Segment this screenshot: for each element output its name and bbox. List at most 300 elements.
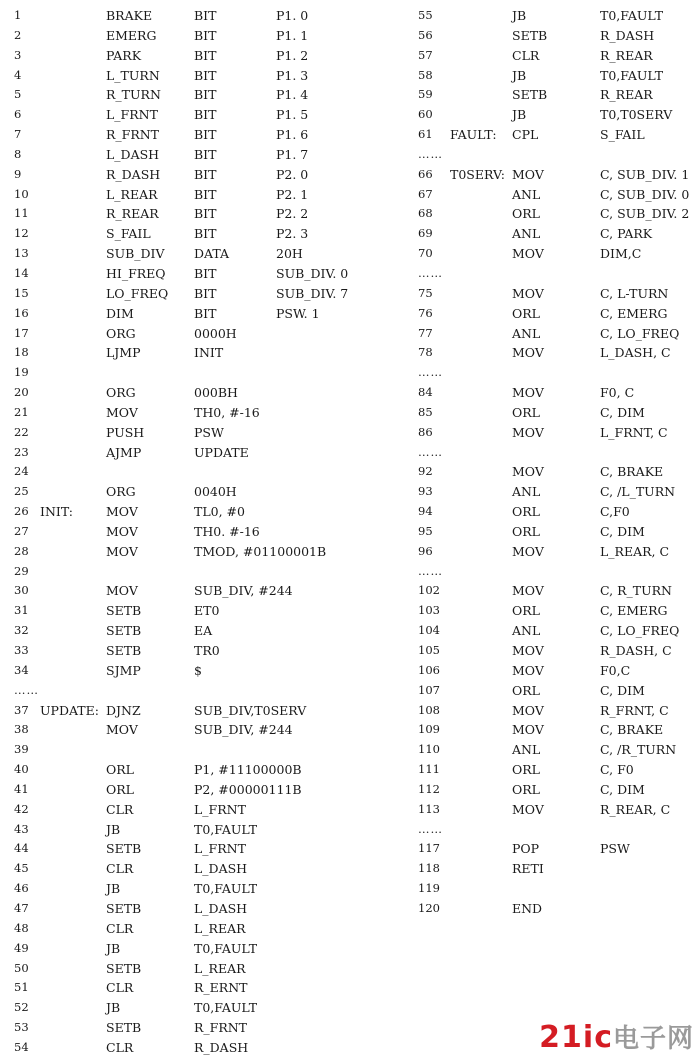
code-operand: C, R_TURN: [600, 583, 672, 599]
line-number: 69: [418, 226, 433, 241]
line-number: 55: [418, 8, 433, 22]
code-operand: 0000H: [194, 325, 237, 341]
code-line: [0, 641, 400, 661]
code-mnemonic: DIM: [106, 305, 134, 321]
code-operand: P2, #00000111B: [194, 781, 302, 797]
code-operand: F0,C: [600, 662, 631, 678]
code-line: [412, 859, 700, 879]
code-mnemonic: MOV: [106, 722, 138, 738]
code-line: [0, 224, 400, 244]
code-operand-2: P1. 4: [276, 87, 309, 103]
code-operand: R_DASH: [600, 27, 655, 43]
code-line: [412, 105, 700, 125]
code-mnemonic: MOV: [106, 583, 138, 599]
code-operand: C, BRAKE: [600, 464, 664, 480]
line-number: 45: [14, 861, 29, 876]
line-number: 110: [418, 742, 440, 757]
code-operand: PSW: [600, 841, 630, 857]
code-operand: R_DASH: [194, 1039, 249, 1055]
code-line: [412, 661, 700, 681]
code-operand: C,F0: [600, 504, 630, 520]
code-mnemonic: CLR: [512, 47, 540, 63]
code-line: [412, 244, 700, 264]
code-operand: T0,FAULT: [194, 940, 258, 956]
code-line: [412, 740, 700, 760]
code-line: [412, 6, 700, 26]
line-number: 37: [14, 702, 29, 717]
code-operand: C, DIM: [600, 404, 645, 420]
code-line: [0, 284, 400, 304]
line-number: 22: [14, 424, 29, 439]
code-mnemonic: ANL: [512, 623, 541, 639]
line-number: 102: [418, 583, 440, 598]
line-number: 20: [14, 385, 29, 400]
code-line: [0, 701, 400, 721]
code-operand: T0,FAULT: [194, 1000, 258, 1016]
code-mnemonic: L_REAR: [106, 186, 158, 202]
code-operand: UPDATE: [194, 444, 249, 460]
ellipsis-row: [412, 363, 700, 383]
line-number: 15: [14, 285, 29, 300]
code-line: [0, 879, 400, 899]
code-mnemonic: MOV: [106, 404, 138, 420]
code-mnemonic: CLR: [106, 980, 134, 996]
line-number: 68: [418, 206, 433, 221]
code-operand: T0,FAULT: [194, 821, 258, 837]
line-number: 40: [14, 762, 29, 777]
code-operand: T0,FAULT: [600, 67, 664, 83]
code-line: [0, 601, 400, 621]
code-line: [0, 522, 400, 542]
line-number: 51: [14, 980, 29, 995]
code-mnemonic: EMERG: [106, 27, 157, 43]
code-mnemonic: CLR: [106, 920, 134, 936]
watermark-site-text: 电子网: [612, 1024, 694, 1054]
code-operand: ET0: [194, 603, 220, 619]
code-line: [412, 581, 700, 601]
ellipsis-marker: ……: [418, 146, 443, 161]
line-number: 9: [14, 166, 22, 181]
code-mnemonic: ORL: [512, 504, 540, 520]
line-number: 85: [418, 404, 433, 419]
code-operand: R_FRNT, C: [600, 702, 669, 718]
ellipsis-marker: ……: [418, 365, 443, 380]
code-mnemonic: ANL: [512, 325, 541, 341]
code-line: [0, 542, 400, 562]
code-operand: BIT: [194, 305, 217, 321]
code-operand: TMOD, #01100001B: [194, 543, 327, 559]
code-line: [412, 403, 700, 423]
code-line: [412, 641, 700, 661]
line-number: 96: [418, 543, 433, 558]
code-line: [412, 601, 700, 621]
code-mnemonic: SETB: [106, 960, 142, 976]
ellipsis-row: [412, 443, 700, 463]
code-line: [0, 482, 400, 502]
code-mnemonic: ANL: [512, 186, 541, 202]
line-number: 107: [418, 682, 440, 697]
line-number: 18: [14, 345, 29, 360]
code-mnemonic: JB: [512, 107, 527, 123]
code-mnemonic: LJMP: [106, 345, 141, 361]
code-mnemonic: MOV: [512, 643, 544, 658]
code-line: [412, 343, 700, 363]
line-number: 3: [14, 47, 22, 62]
code-line: [412, 284, 700, 304]
line-number: 6: [14, 107, 22, 122]
code-line: [0, 26, 400, 46]
line-number: 59: [418, 87, 433, 102]
code-operand-2: P2. 3: [276, 226, 309, 242]
code-operand: S_FAIL: [600, 127, 645, 143]
code-mnemonic: L_FRNT: [106, 107, 158, 123]
line-number: 78: [418, 345, 433, 360]
code-line: [0, 581, 400, 601]
site-watermark-logo: [539, 1018, 694, 1055]
line-number: 8: [14, 146, 22, 161]
code-mnemonic: ORL: [512, 603, 540, 619]
code-mnemonic: L_DASH: [106, 146, 160, 162]
code-mnemonic: MOV: [512, 662, 544, 678]
code-operand: C, DIM: [600, 682, 645, 698]
code-mnemonic: SETB: [106, 1020, 142, 1036]
code-operand-2: P1. 6: [276, 127, 309, 143]
code-line: [412, 125, 700, 145]
line-number: 54: [14, 1039, 29, 1054]
code-operand: L_FRNT: [194, 841, 246, 857]
code-line: [412, 482, 700, 502]
line-number: 12: [14, 226, 29, 241]
code-line: [0, 740, 400, 760]
line-number: 11: [14, 206, 29, 221]
code-line: [412, 423, 700, 443]
code-operand: R_REAR: [600, 87, 653, 103]
line-number: 7: [14, 127, 22, 142]
code-mnemonic: JB: [106, 1000, 121, 1016]
code-mnemonic: BRAKE: [106, 8, 153, 23]
code-mnemonic: MOV: [512, 464, 544, 480]
code-operand: BIT: [194, 265, 217, 281]
code-mnemonic: ORL: [512, 404, 540, 420]
code-line: [0, 959, 400, 979]
code-line: [0, 899, 400, 919]
ellipsis-row: [412, 820, 700, 840]
code-operand: C, BRAKE: [600, 722, 664, 738]
code-line: [0, 125, 400, 145]
code-line: [412, 85, 700, 105]
code-line: [412, 46, 700, 66]
code-operand-2: P2. 0: [276, 166, 309, 182]
code-line: [412, 66, 700, 86]
line-number: 117: [418, 841, 440, 856]
code-operand-2: P1. 2: [276, 47, 309, 63]
code-operand: BIT: [194, 285, 217, 301]
code-line: [412, 324, 700, 344]
code-line: [0, 383, 400, 403]
code-mnemonic: MOV: [512, 285, 544, 301]
code-mnemonic: CLR: [106, 861, 134, 877]
code-line: [0, 264, 400, 284]
code-line: [412, 780, 700, 800]
code-operand: BIT: [194, 206, 217, 222]
code-mnemonic: MOV: [106, 543, 138, 559]
code-operand: L_FRNT: [194, 801, 246, 817]
line-number: 13: [14, 246, 29, 261]
code-operand: BIT: [194, 67, 217, 83]
line-number: 32: [14, 623, 29, 638]
code-line: [412, 462, 700, 482]
code-line: [412, 621, 700, 641]
code-mnemonic: SETB: [512, 27, 548, 43]
code-operand: DATA: [194, 246, 230, 262]
code-operand: R_ERNT: [194, 980, 248, 996]
line-number: 70: [418, 246, 433, 261]
line-number: 14: [14, 265, 29, 280]
code-mnemonic: ORG: [106, 385, 136, 401]
code-mnemonic: SETB: [106, 900, 142, 916]
code-mnemonic: PARK: [106, 47, 142, 63]
code-operand-2: SUB_DIV. 0: [276, 265, 349, 281]
code-operand: T0,FAULT: [194, 881, 258, 897]
line-number: 31: [14, 603, 29, 618]
line-number: 44: [14, 841, 29, 856]
code-line: [0, 978, 400, 998]
code-line: [0, 165, 400, 185]
code-mnemonic: ORL: [106, 762, 134, 778]
code-operand: BIT: [194, 186, 217, 202]
code-line: [412, 899, 700, 919]
ellipsis-marker: ……: [14, 682, 39, 697]
line-number: 112: [418, 781, 440, 796]
code-line: [412, 224, 700, 244]
code-mnemonic: ANL: [512, 484, 541, 500]
code-line: [412, 502, 700, 522]
line-number: 34: [14, 662, 29, 677]
line-number: 23: [14, 444, 29, 459]
code-column-left: [0, 6, 400, 1058]
code-operand: BIT: [194, 8, 217, 23]
code-line: [0, 443, 400, 463]
code-operand: TH0, #-16: [194, 404, 260, 420]
code-line: [0, 185, 400, 205]
code-operand: R_DASH, C: [600, 643, 672, 658]
code-operand-2: SUB_DIV. 7: [276, 285, 349, 301]
ellipsis-marker: ……: [418, 444, 443, 459]
code-mnemonic: MOV: [512, 583, 544, 599]
code-operand-2: P1. 1: [276, 27, 309, 43]
line-number: 43: [14, 821, 29, 836]
code-mnemonic: JB: [512, 8, 527, 23]
line-number: 19: [14, 365, 29, 380]
line-number: 2: [14, 27, 22, 42]
code-line: [0, 502, 400, 522]
code-mnemonic: MOV: [512, 166, 544, 182]
code-line: [0, 324, 400, 344]
line-number: 39: [14, 742, 29, 757]
line-number: 84: [418, 385, 433, 400]
code-mnemonic: JB: [106, 821, 121, 837]
line-number: 10: [14, 186, 29, 201]
code-mnemonic: SUB_DIV: [106, 246, 165, 262]
code-mnemonic: MOV: [512, 424, 544, 440]
code-operand-2: 20H: [276, 246, 303, 262]
code-operand: R_REAR: [600, 47, 653, 63]
code-mnemonic: SJMP: [106, 662, 141, 678]
code-line: [0, 423, 400, 443]
code-line: [412, 185, 700, 205]
code-line: [0, 66, 400, 86]
code-mnemonic: HI_FREQ: [106, 265, 166, 281]
line-number: 76: [418, 305, 433, 320]
line-number: 53: [14, 1020, 29, 1035]
code-operand: BIT: [194, 146, 217, 162]
code-operand: 000BH: [194, 385, 238, 401]
code-operand: C, EMERG: [600, 305, 668, 321]
line-number: 77: [418, 325, 433, 340]
code-line: [412, 879, 700, 899]
line-number: 46: [14, 881, 29, 896]
ellipsis-row: [412, 264, 700, 284]
line-number: 28: [14, 543, 29, 558]
code-operand: R_FRNT: [194, 1020, 248, 1036]
code-line: [0, 1038, 400, 1058]
code-line: [0, 780, 400, 800]
code-operand: BIT: [194, 87, 217, 103]
line-number: 104: [418, 623, 440, 638]
code-operand: L_FRNT, C: [600, 424, 668, 440]
code-column-right: [412, 6, 700, 919]
code-operand: L_DASH: [194, 900, 248, 916]
code-line: [0, 462, 400, 482]
code-mnemonic: JB: [106, 881, 121, 897]
code-operand: PSW: [194, 424, 224, 440]
code-mnemonic: CLR: [106, 801, 134, 817]
code-line: [0, 145, 400, 165]
line-number: 57: [418, 47, 433, 62]
line-number: 56: [418, 27, 433, 42]
code-line: [412, 760, 700, 780]
code-mnemonic: MOV: [512, 345, 544, 361]
code-line: [0, 800, 400, 820]
code-operand: TL0, #0: [194, 504, 245, 520]
code-line: [0, 244, 400, 264]
code-operand: C, /R_TURN: [600, 742, 677, 758]
code-operand: SUB_DIV, #244: [194, 722, 293, 738]
code-label: T0SERV:: [450, 166, 505, 182]
code-operand-2: P1. 7: [276, 146, 309, 162]
line-number: 4: [14, 67, 22, 82]
code-mnemonic: AJMP: [106, 444, 142, 460]
line-number: 86: [418, 424, 433, 439]
line-number: 24: [14, 464, 29, 479]
ellipsis-marker: ……: [418, 265, 443, 280]
line-number: 113: [418, 801, 440, 816]
line-number: 25: [14, 484, 29, 499]
code-mnemonic: CPL: [512, 127, 539, 143]
line-number: 111: [418, 762, 440, 777]
code-line: [412, 800, 700, 820]
code-mnemonic: SETB: [106, 603, 142, 619]
code-operand: F0, C: [600, 385, 635, 401]
line-number: 106: [418, 662, 440, 677]
line-number: 26: [14, 504, 29, 519]
code-line: [412, 383, 700, 403]
code-line: [412, 542, 700, 562]
line-number: 103: [418, 603, 440, 618]
code-line: [0, 1018, 400, 1038]
code-operand: EA: [194, 623, 213, 639]
code-mnemonic: ORG: [106, 484, 136, 500]
line-number: 30: [14, 583, 29, 598]
code-operand: L_DASH: [194, 861, 248, 877]
line-number: 120: [418, 900, 440, 915]
code-label: FAULT:: [450, 127, 497, 143]
line-number: 27: [14, 523, 29, 538]
code-operand: L_DASH, C: [600, 345, 671, 361]
code-operand: C, LO_FREQ: [600, 623, 680, 639]
code-line: [412, 204, 700, 224]
line-number: 67: [418, 186, 433, 201]
code-operand: P1, #11100000B: [194, 762, 302, 778]
code-operand: C, SUB_DIV. 1: [600, 166, 690, 182]
line-number: 119: [418, 881, 440, 896]
ellipsis-marker: ……: [418, 821, 443, 836]
code-operand: BIT: [194, 166, 217, 182]
line-number: 92: [418, 464, 433, 479]
code-operand: INIT: [194, 345, 224, 361]
code-line: [0, 859, 400, 879]
code-mnemonic: R_REAR: [106, 206, 159, 222]
code-line: [0, 621, 400, 641]
line-number: 33: [14, 643, 29, 657]
code-mnemonic: ORG: [106, 325, 136, 341]
code-mnemonic: ANL: [512, 742, 541, 758]
code-operand: C, EMERG: [600, 603, 668, 619]
code-operand-2: P1. 0: [276, 8, 309, 23]
code-line: [0, 562, 400, 582]
code-mnemonic: MOV: [512, 702, 544, 718]
code-operand: T0,T0SERV: [600, 107, 673, 123]
code-mnemonic: ANL: [512, 226, 541, 242]
line-number: 60: [418, 107, 433, 122]
code-mnemonic: JB: [106, 940, 121, 956]
code-operand: SUB_DIV, #244: [194, 583, 293, 599]
code-line: [0, 760, 400, 780]
code-line: [0, 998, 400, 1018]
line-number: 52: [14, 1000, 29, 1015]
code-line: [412, 681, 700, 701]
code-line: [0, 105, 400, 125]
code-mnemonic: JB: [512, 67, 527, 83]
ellipsis-row: [0, 681, 400, 701]
code-mnemonic: S_FAIL: [106, 226, 151, 242]
code-line: [0, 6, 400, 26]
code-line: [0, 661, 400, 681]
code-operand-2: P2. 1: [276, 186, 309, 202]
code-mnemonic: LO_FREQ: [106, 285, 169, 301]
code-mnemonic: R_DASH: [106, 166, 161, 182]
code-mnemonic: MOV: [512, 543, 544, 559]
code-line: [412, 26, 700, 46]
code-operand: C, /L_TURN: [600, 484, 676, 500]
code-line: [412, 839, 700, 859]
code-mnemonic: ORL: [512, 523, 540, 539]
code-line: [0, 363, 400, 383]
code-operand: BIT: [194, 107, 217, 123]
code-line: [0, 403, 400, 423]
code-mnemonic: SETB: [106, 643, 142, 658]
line-number: 95: [418, 523, 433, 538]
